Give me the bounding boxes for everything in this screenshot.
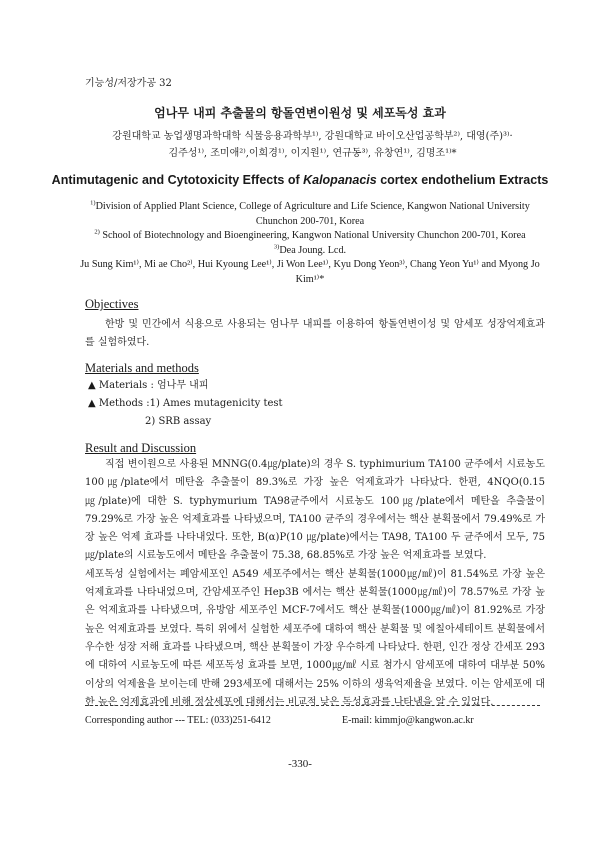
english-affiliations [80,200,540,287]
english-title-prefix: Antimutagenic and Cytotoxicity Effects of [51,173,304,187]
korean-title: 엄나무 내피 추출물의 항돌연변이원성 및 세포독성 효과 [154,106,446,120]
affiliation-1-text: Division of Applied Plant Science, College of Agriculture and Life Science, Kangwon National University Chunchon 200-701, Korea [95,201,530,227]
materials-item: ▲ Materials : 엄나무 내피 [88,380,209,391]
page-number: -330- [288,758,312,770]
results-paragraph-2: 세포독성 실험에서는 폐암세포인 A549 세포주에서는 핵산 분획물(1000㎍/㎖)이 81.54%로 가장 높은 억제효과를 나타내었으며, 간암세포주인 Hep3B 에서는 핵산 분획물(1000㎍/㎖)이 78.57%로 가장 높은 억제효과를 나타냈으며, 유방암 세포주인 MCF-7에서도 핵산 분획물(1000㎍/㎖)이 81.92%로 가장 높은 억제효과를 보였다. 특히 위에서 실험한 세포주에 대하여 핵산 분획물 및 에칠아세테이트 분획물에서 우수한 성장 저해 효과를 나타냈으며, 핵산 분획물이 가장 우수하게 나타났다. 한편, 인간 정상 간세포 293에 대하여 시료농도에 따른 세포독성 효과를 보면, 1000㎍/㎖ 시료 첨가시 암세포에 대하여 대부분 50% 이상의 억제율을 보이는데 반해 293세포에 대해서는 25% 이하의 생육억제율을 보였다. 이는 암세포에 대한 높은 억제효과에 비해 정상세포에 대해서는 비교적 낮은 독성효과를 나타냄을 알 수 있었다. [85,568,545,708]
corresponding-author: Corresponding author --- TEL: (033)251-6412 [85,715,271,726]
affiliation-3-text: Dea Joung. Lcd. [279,244,347,256]
english-title-genus: Kalopanacis [303,173,377,187]
affiliation-2 [80,229,540,244]
methods-list [85,377,283,431]
affiliation-1 [80,200,540,229]
affiliation-2-mark: 2) [94,228,100,236]
affiliation-3-mark: 3) [273,243,280,251]
footnote-divider [85,705,540,706]
affiliation-1-mark: 1) [90,199,96,207]
methods-item-2: 2) SRB assay [145,416,212,427]
session-header: 기능성/저장가공 32 [85,78,172,89]
english-title-suffix: cortex endothelium Extracts [376,173,549,187]
methods-heading: Materials and methods [85,361,199,375]
english-author-names: Ju Sung Kim¹⁾, Mi ae Cho²⁾, Hui Kyoung Lee¹⁾, Ji Won Lee¹⁾, Kyu Dong Yeon³⁾, Chang Yeon Yu¹⁾ and Myong Jo Kim¹⁾* [80,259,540,285]
korean-author-names: 김주성¹⁾, 조미애²⁾,이희경¹⁾, 이지원¹⁾, 연규동³⁾, 유창연¹⁾, 김명조¹⁾* [168,148,457,159]
objectives-body [85,316,545,353]
korean-authors [80,128,545,162]
korean-affiliation-line: 강원대학교 농업생명과학대학 식물응용과학부¹⁾, 강원대학교 바이오산업공학부²⁾, 대영(주)³⁾· [112,131,513,142]
affiliation-3 [80,244,540,259]
objectives-text: 한방 및 민간에서 식용으로 사용되는 엄나무 내피를 이용하여 항돌연변이성 및 암세포 성장억제효과를 실험하였다. [85,319,545,349]
results-heading: Result and Discussion [85,441,197,455]
results-paragraph-1: 직접 변이원으로 사용된 MNNG(0.4㎍/plate)의 경우 S. typhimurium TA100 균주에서 시료농도 100㎍/plate에서 메탄올 추출물이 89.3%로 가장 높은 억제효과가 나타났다. 한편, 4NQO(0.15 ㎍/plate)에 대한 S. typhymurium TA98균주에서 시료농도 100㎍/plate에서 메탄올 추출물이 79.29%로 가장 높은 억제효과를 나타냈으며, TA100 균주의 경우에서는 핵산 분획물에서 79.49%로 가장 높은 억제 효과를 나타내었다. 또한, B(α)P(10 ㎍/plate)에서는 TA98, TA100 두 균주에서 모두, 75㎍/plate의 시료농도에서 메탄올 추출물이 75.38, 68.85%로 가장 높은 억제효과를 보였다. [85,459,545,562]
english-title [0,173,600,187]
methods-item-1: ▲ Methods :1) Ames mutagenicity test [88,398,283,409]
corresponding-email: E-mail: kimmjo@kangwon.ac.kr [342,715,474,726]
results-body [85,456,545,712]
objectives-heading: Objectives [85,297,139,311]
affiliation-2-text: School of Biotechnology and Bioengineering, Kangwon National University Chunchon 200-701, Korea [99,230,526,241]
